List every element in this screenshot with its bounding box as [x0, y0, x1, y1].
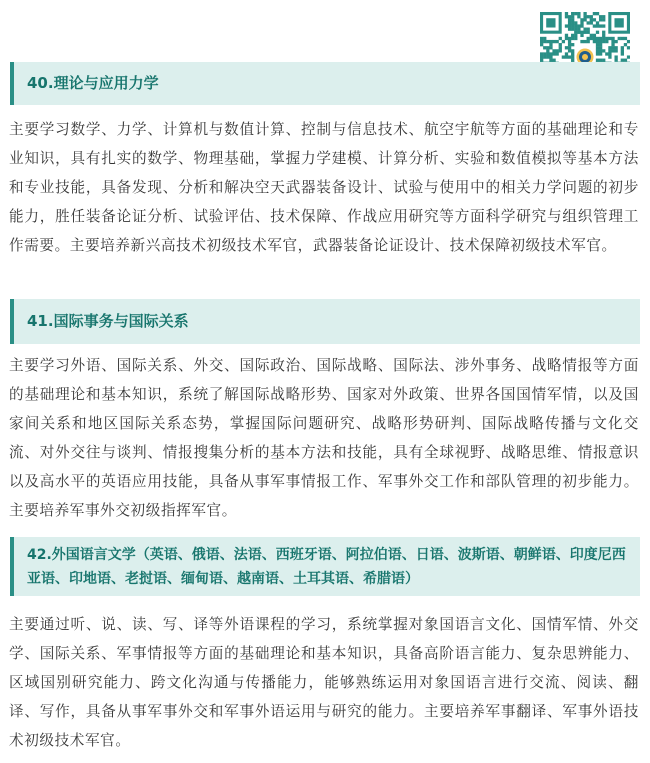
section-heading-42: 42.外国语言文学（英语、俄语、法语、西班牙语、阿拉伯语、日语、波斯语、朝鲜语、印度尼西亚语、印地语、老挝语、缅甸语、越南语、土耳其语、希腊语）	[10, 537, 640, 596]
section-body-40: 主要学习数学、力学、计算机与数值计算、控制与信息技术、航空宇航等方面的基础理论和专业知识，具有扎实的数学、物理基础，掌握力学建模、计算分析、实验和数值模拟等基本方法和专业技能，具备发现、分析和解决空天武器装备设计、试验与使用中的相关力学问题的初步能力，胜任装备论证分析、试验评估、技术保障、作战应用研究等方面科学研究与组织管理工作需要。主要培养新兴高技术初级技术军官，武器装备论证设计、技术保障初级技术军官。	[9, 121, 639, 254]
section-heading-40: 40.理论与应用力学	[10, 62, 640, 105]
section-heading-41: 41.国际事务与国际关系	[10, 299, 640, 344]
section-body-41: 主要学习外语、国际关系、外交、国际政治、国际战略、国际法、涉外事务、战略情报等方面的基础理论和基本知识，系统了解国际战略形势、国家对外政策、世界各国国情军情，以及国家间关系和地区国际关系态势，掌握国际问题研究、战略形势研判、国际战略传播与文化交流、对外交往与谈判、情报搜集分析的基本方法和技能，具有全球视野、战略思维、情报意识以及高水平的英语应用技能，具备从事军事情报工作、军事外交工作和部队管理的初步能力。主要培养军事外交初级指挥军官。	[9, 357, 639, 519]
section-body-42: 主要通过听、说、读、写、译等外语课程的学习，系统掌握对象国语言文化、国情军情、外交学、国际关系、军事情报等方面的基础理论和基本知识，具备高阶语言能力、复杂思辨能力、区域国别研究能力、跨文化沟通与传播能力，能够熟练运用对象国语言进行交流、阅读、翻译、写作，具备从事军事外交和军事外语运用与研究的能力。主要培养军事翻译、军事外语技术初级技术军官。	[9, 616, 639, 749]
